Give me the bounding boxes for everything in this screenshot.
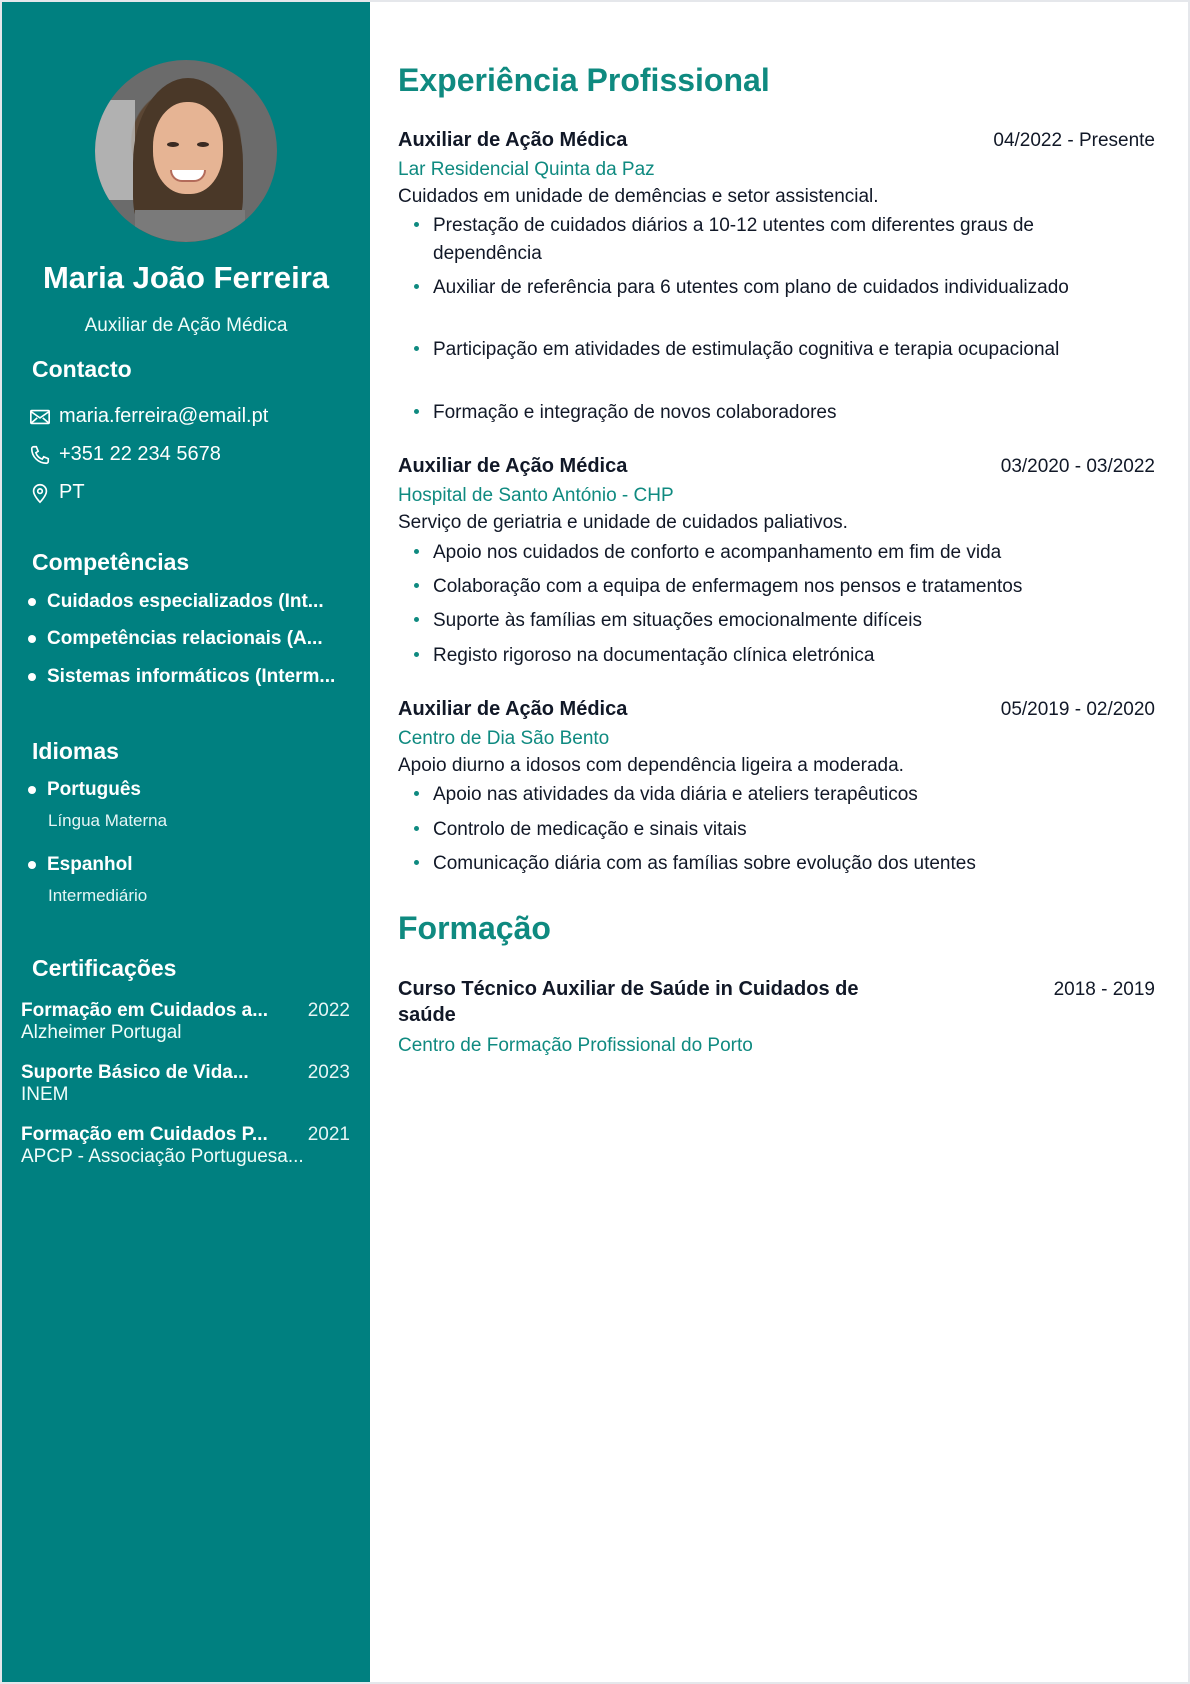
location-text: PT: [59, 481, 85, 503]
contact-location: [29, 481, 85, 504]
experience-heading: Experiência Profissional: [398, 62, 770, 98]
email-text: maria.ferreira@email.pt: [59, 405, 269, 427]
cert-org: INEM: [21, 1084, 69, 1105]
language-item: Espanhol: [28, 854, 133, 876]
job-bullet: Formação e integração de novos colaboradores: [414, 399, 1114, 427]
skill-item: Sistemas informáticos (Interm...: [28, 666, 335, 688]
job-bullet: Registo rigoroso na documentação clínica eletrónica: [414, 642, 1114, 670]
education-title-cont: saúde: [398, 1004, 456, 1026]
job-company: Hospital de Santo António - CHP: [398, 485, 674, 506]
phone-icon: [29, 444, 51, 466]
job-description: Serviço de geriatria e unidade de cuidados paliativos.: [398, 512, 848, 533]
job-bullet: Colaboração com a equipa de enfermagem nos pensos e tratamentos: [414, 573, 1114, 601]
job-dates: 03/2020 - 03/2022: [1000, 456, 1155, 477]
cert-org: Alzheimer Portugal: [21, 1022, 182, 1043]
job-bullet: Auxiliar de referência para 6 utentes com plano de cuidados individualizado: [414, 274, 1114, 302]
cert-title: Formação em Cuidados a...: [21, 1000, 269, 1021]
skills-heading: Competências: [32, 549, 190, 575]
job-bullet: Controlo de medicação e sinais vitais: [414, 816, 1114, 844]
job-dates: 05/2019 - 02/2020: [1000, 699, 1155, 720]
job-bullet: Suporte às famílias em situações emocionalmente difíceis: [414, 607, 1114, 635]
bullet-icon: [28, 786, 36, 794]
job-bullet: Comunicação diária com as famílias sobre evolução dos utentes: [414, 850, 1114, 878]
bullet-icon: [28, 635, 36, 643]
cert-org: APCP - Associação Portuguesa...: [21, 1146, 304, 1167]
profile-title: Auxiliar de Ação Médica: [84, 315, 288, 336]
cert-year: 2023: [307, 1062, 350, 1083]
job-title: Auxiliar de Ação Médica: [398, 698, 628, 720]
bullet-icon: [28, 861, 36, 869]
location-pin-icon: [29, 482, 51, 504]
profile-photo: [95, 60, 277, 242]
languages-heading: Idiomas: [32, 738, 119, 764]
job-title: Auxiliar de Ação Médica: [398, 455, 628, 477]
contact-phone[interactable]: [29, 443, 221, 466]
job-bullet: Apoio nas atividades da vida diária e ateliers terapêuticos: [414, 781, 1114, 809]
language-level: Intermediário: [48, 886, 148, 905]
job-company: Centro de Dia São Bento: [398, 728, 610, 749]
bullet-icon: [28, 598, 36, 606]
job-bullet: Participação em atividades de estimulação cognitiva e terapia ocupacional: [414, 336, 1114, 364]
cert-year: 2022: [307, 1000, 350, 1021]
language-item: Português: [28, 779, 141, 801]
cert-title: Suporte Básico de Vida...: [21, 1062, 249, 1083]
job-description: Cuidados em unidade de demências e setor assistencial.: [398, 186, 879, 207]
contact-heading: Contacto: [32, 356, 132, 382]
language-level: Língua Materna: [48, 811, 168, 830]
job-company: Lar Residencial Quinta da Paz: [398, 159, 655, 180]
job-bullet: Apoio nos cuidados de conforto e acompanhamento em fim de vida: [414, 539, 1114, 567]
skill-item: Competências relacionais (A...: [28, 628, 323, 650]
contact-email[interactable]: [29, 405, 268, 428]
education-heading: Formação: [398, 910, 551, 946]
education-dates: 2018 - 2019: [1053, 979, 1155, 1000]
phone-text: +351 22 234 5678: [59, 443, 221, 465]
job-description: Apoio diurno a idosos com dependência ligeira a moderada.: [398, 755, 904, 776]
skill-item: Cuidados especializados (Int...: [28, 591, 324, 613]
profile-name: Maria João Ferreira: [42, 260, 330, 295]
education-title: Curso Técnico Auxiliar de Saúde in Cuidados de: [398, 978, 859, 1000]
bullet-icon: [28, 673, 36, 681]
resume-page: [2, 2, 1188, 1682]
job-bullet: Prestação de cuidados diários a 10-12 utentes com diferentes graus de dependência: [414, 212, 1114, 268]
certifications-heading: Certificações: [32, 955, 177, 981]
cert-title: Formação em Cuidados P...: [21, 1124, 268, 1145]
mail-icon: [29, 406, 51, 428]
job-dates: 04/2022 - Presente: [993, 130, 1155, 151]
cert-year: 2021: [307, 1124, 350, 1145]
job-title: Auxiliar de Ação Médica: [398, 129, 628, 151]
sidebar: [2, 2, 370, 1682]
education-school: Centro de Formação Profissional do Porto: [398, 1035, 753, 1056]
